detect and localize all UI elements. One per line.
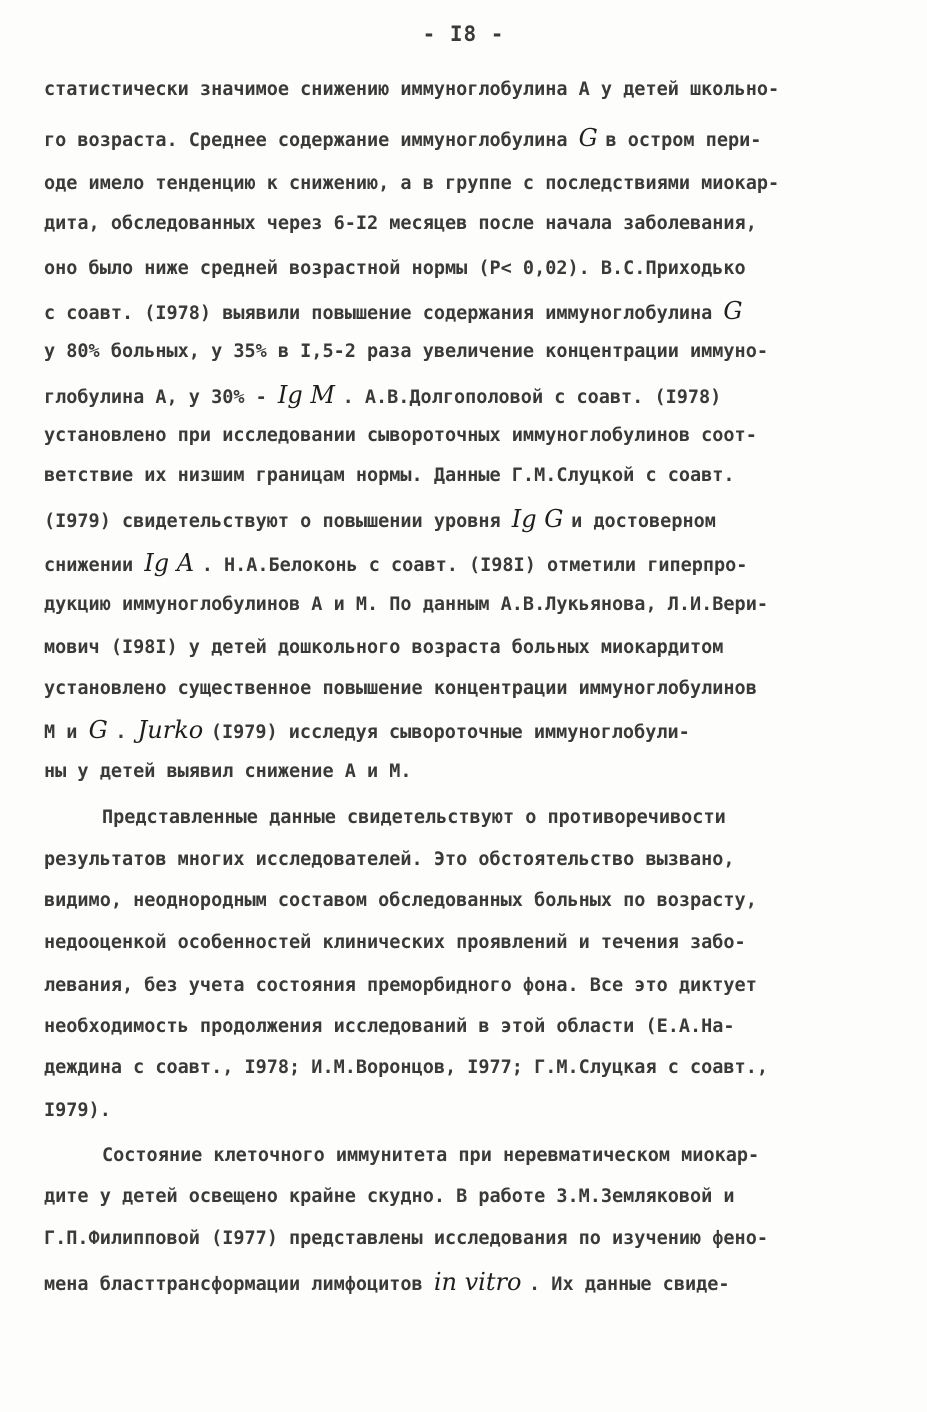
handwritten-term: Ig M	[277, 383, 343, 409]
text-line: оно было ниже средней возрастной нормы (P< 0,02). В.С.Приходько	[44, 258, 746, 279]
text-line: М и G . Jurko (I979) исследуя сывороточные иммуноглобули-	[44, 718, 690, 744]
text-line: ветствие их низшим границам нормы. Данные Г.М.Слуцкой с соавт.	[44, 465, 735, 486]
text-line: установлено существенное повышение концентрации иммуноглобулинов	[44, 678, 757, 699]
text-line: снижении Ig A . Н.А.Белоконь с соавт. (I98I) отметили гиперпро-	[44, 551, 748, 577]
text-line: дукцию иммуноглобулинов А и М. По данным А.В.Лукьянова, Л.И.Вери-	[44, 594, 768, 615]
text-line: мена бласттрансформации лимфоцитов in vitro . Их данные свиде-	[44, 1270, 730, 1296]
text-line: (I979) свидетельствуют о повышении уровня Ig G и достоверном	[44, 507, 716, 533]
text-line: мович (I98I) у детей дошкольного возраста больных миокардитом	[44, 637, 724, 658]
handwritten-term: G	[578, 126, 606, 152]
handwritten-term: Ig A	[144, 551, 202, 577]
text-line: Г.П.Филипповой (I977) представлены исследования по изучению фено-	[44, 1228, 768, 1249]
handwritten-term: in vitro	[433, 1270, 530, 1296]
handwritten-term: Ig G	[511, 507, 572, 533]
text-line: дите у детей освещено крайне скудно. В работе З.М.Земляковой и	[44, 1186, 735, 1207]
text-line: статистически значимое снижению иммуноглобулина А у детей школьно-	[44, 79, 780, 100]
handwritten-term: G	[88, 718, 116, 744]
text-line: Состояние клеточного иммунитета при неревматическом миокар-	[102, 1145, 760, 1166]
handwritten-term: Jurko	[137, 718, 211, 744]
handwritten-term: G	[723, 299, 743, 325]
text-line: недооценкой особенностей клинических проявлений и течения забо-	[44, 932, 746, 953]
text-line: у 80% больных, у 35% в I,5-2 раза увеличение концентрации иммуно-	[44, 341, 768, 362]
text-line: I979).	[44, 1100, 111, 1121]
text-line: видимо, неоднородным составом обследованных больных по возрасту,	[44, 890, 757, 911]
text-line: глобулина А, у 30% - Ig M . А.В.Долгополовой с соавт. (I978)	[44, 383, 722, 409]
text-line: деждина с соавт., I978; И.М.Воронцов, I977; Г.М.Слуцкая с соавт.,	[44, 1057, 768, 1078]
text-line: левания, без учета состояния преморбидного фона. Все это диктует	[44, 975, 757, 996]
text-line: результатов многих исследователей. Это обстоятельство вызвано,	[44, 849, 735, 870]
page-number: - I8 -	[422, 22, 505, 46]
text-line: Представленные данные свидетельствуют о противоречивости	[102, 807, 726, 828]
text-line: го возраста. Среднее содержание иммуноглобулина G в остром пери-	[44, 126, 762, 152]
text-line: оде имело тенденцию к снижению, а в группе с последствиями миокар-	[44, 173, 780, 194]
text-line: дита, обследованных через 6-I2 месяцев после начала заболевания,	[44, 213, 757, 234]
text-line: необходимость продолжения исследований в этой области (Е.А.На-	[44, 1016, 735, 1037]
text-line: ны у детей выявил снижение А и М.	[44, 761, 412, 782]
text-line: установлено при исследовании сывороточных иммуноглобулинов соот-	[44, 425, 757, 446]
text-line: с соавт. (I978) выявили повышение содержания иммуноглобулина G	[44, 299, 743, 325]
